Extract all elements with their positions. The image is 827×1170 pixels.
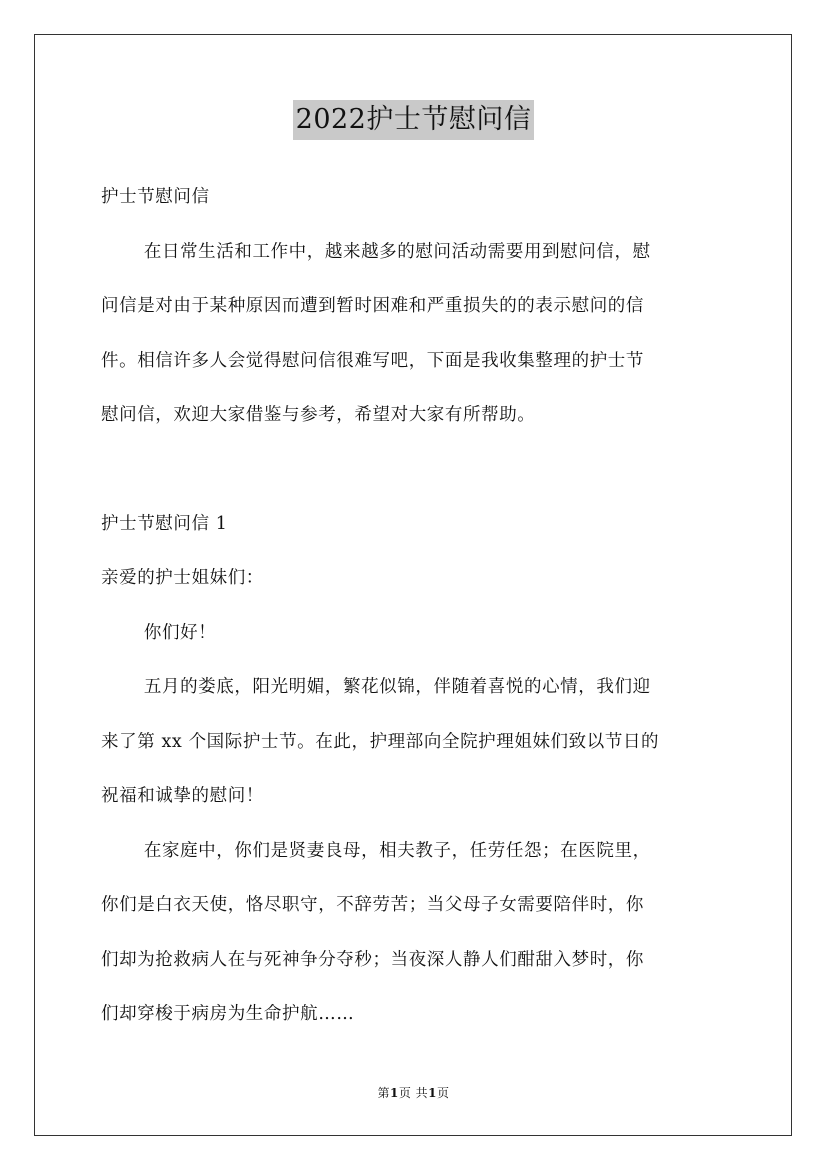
paragraph-line: 五月的娄底，阳光明媚，繁花似锦，伴随着喜悦的心情，我们迎: [143, 677, 651, 697]
title-container: [0, 100, 827, 140]
footer-total-pages: 1: [428, 1086, 438, 1100]
footer-mid: 页 共: [398, 1086, 429, 1100]
paragraph-line: 们却穿梭于病房为生命护航……: [101, 1004, 355, 1024]
paragraph-line: 们却为抢救病人在与死神争分夺秒；当夜深人静人们酣甜入梦时，你: [101, 949, 644, 970]
document-body: [101, 170, 728, 1042]
letter-heading: 护士节慰问信 1: [101, 513, 228, 534]
paragraph-line: 来了第 xx 个国际护士节。在此，护理部向全院护理姐妹们致以节日的: [101, 731, 660, 752]
salutation: 亲爱的护士姐妹们：: [101, 568, 264, 588]
paragraph-line: 祝福和诚挚的慰问！: [101, 786, 264, 806]
paragraph-line: 你们是白衣天使，恪尽职守，不辞劳苦；当父母子女需要陪伴时，你: [101, 895, 644, 915]
footer-page-number: 1: [389, 1086, 399, 1100]
letter-paragraph-2: [101, 824, 728, 1042]
section-heading: 护士节慰问信: [101, 187, 210, 207]
intro-line: 问信是对由于某种原因而遭到暂时困难和严重损失的的表示慰问的信: [101, 296, 644, 316]
document-title: 2022护士节慰问信: [293, 100, 535, 140]
greeting: 你们好！: [143, 622, 217, 643]
blank-line: [101, 443, 728, 497]
footer-prefix: 第: [377, 1086, 390, 1100]
page-footer: [0, 1084, 827, 1101]
footer-suffix: 页: [437, 1086, 450, 1100]
intro-paragraph: [101, 225, 728, 443]
intro-line: 慰问信，欢迎大家借鉴与参考，希望对大家有所帮助。: [101, 405, 536, 425]
intro-line: 在日常生活和工作中，越来越多的慰问活动需要用到慰问信，慰: [143, 241, 651, 262]
paragraph-line: 在家庭中，你们是贤妻良母，相夫教子，任劳任怨；在医院里，: [143, 840, 651, 861]
letter-paragraph-1: [101, 660, 728, 824]
intro-line: 件。相信许多人会觉得慰问信很难写吧，下面是我收集整理的护士节: [101, 350, 644, 371]
